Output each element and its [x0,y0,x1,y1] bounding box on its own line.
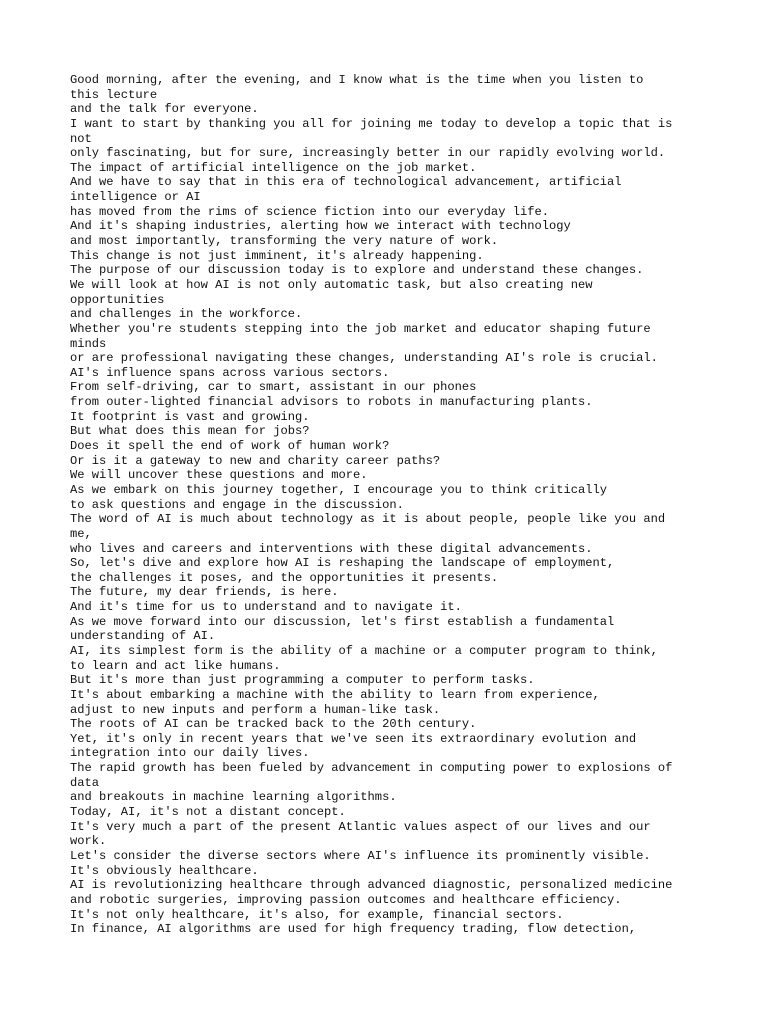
transcript-line: It's obviously healthcare. [70,863,259,878]
transcript-line: me, [70,526,92,541]
transcript-line: data [70,775,100,790]
transcript-line: The roots of AI can be tracked back to the 20th century. [70,717,477,732]
transcript-line: Does it spell the end of work of human work? [70,439,390,454]
transcript-line: And it's shaping industries, alerting how we interact with technology [70,219,571,234]
transcript-line: It footprint is vast and growing. [70,409,310,424]
transcript-line: this lecture [70,87,158,102]
transcript-line: from outer-lighted financial advisors to robots in manufacturing plants. [70,395,593,410]
transcript-line: The purpose of our discussion today is to explore and understand these changes. [70,263,644,278]
transcript-line: minds [70,336,107,351]
transcript-line: Let's consider the diverse sectors where AI's influence its prominently visible. [70,848,651,863]
transcript-line: opportunities [70,292,165,307]
transcript-line: We will look at how AI is not only automatic task, but also creating new [70,277,593,292]
transcript-line: And it's time for us to understand and to navigate it. [70,600,462,615]
transcript-line: The rapid growth has been fueled by advancement in computing power to explosions of [70,761,673,776]
transcript-line: This change is not just imminent, it's already happening. [70,248,484,263]
transcript-line: AI's influence spans across various sectors. [70,365,390,380]
transcript-line: and the talk for everyone. [70,102,259,117]
transcript-line: integration into our daily lives. [70,746,310,761]
transcript-line: Good morning, after the evening, and I know what is the time when you listen to [70,73,644,87]
transcript-line: Or is it a gateway to new and charity career paths? [70,453,441,468]
transcript-line: to ask questions and engage in the discussion. [70,497,404,512]
transcript-page [70,73,710,937]
transcript-line: As we embark on this journey together, I encourage you to think critically [70,482,608,497]
transcript-line: intelligence or AI [70,190,201,205]
transcript-line: has moved from the rims of science fiction into our everyday life. [70,204,549,219]
transcript-line: From self-driving, car to smart, assistant in our phones [70,380,477,395]
transcript-line: and challenges in the workforce. [70,307,303,322]
transcript-line: and most importantly, transforming the very nature of work. [70,234,499,249]
transcript-line: who lives and careers and interventions with these digital advancements. [70,541,593,556]
transcript-line: and breakouts in machine learning algorithms. [70,790,397,805]
transcript-line: But it's more than just programming a computer to perform tasks. [70,673,535,688]
transcript-line: and robotic surgeries, improving passion outcomes and healthcare efficiency. [70,892,622,907]
transcript-line: Whether you're students stepping into the job market and educator shaping future [70,321,651,336]
transcript-line: work. [70,834,107,849]
transcript-line: the challenges it poses, and the opportunities it presents. [70,570,499,585]
transcript-line: not [70,131,92,146]
transcript-line: The future, my dear friends, is here. [70,585,339,600]
transcript-line: The word of AI is much about technology as it is about people, people like you and [70,512,666,527]
transcript-line: As we move forward into our discussion, let's first establish a fundamental [70,614,615,629]
transcript-line: to learn and act like humans. [70,658,281,673]
transcript-line: or are professional navigating these changes, understanding AI's role is crucial. [70,351,658,366]
transcript-line: The impact of artificial intelligence on the job market. [70,160,477,175]
transcript-line: It's not only healthcare, it's also, for example, financial sectors. [70,907,564,922]
transcript-line: In finance, AI algorithms are used for high frequency trading, flow detection, [70,922,637,937]
transcript-line: adjust to new inputs and perform a human-like task. [70,702,441,717]
transcript-line: AI, its simplest form is the ability of a machine or a computer program to think, [70,643,658,658]
transcript-line: And we have to say that in this era of technological advancement, artificial [70,175,622,190]
transcript-line: It's about embarking a machine with the ability to learn from experience, [70,687,600,702]
transcript-line: So, let's dive and explore how AI is reshaping the landscape of employment, [70,556,615,571]
transcript-line: Today, AI, it's not a distant concept. [70,805,346,820]
transcript-line: AI is revolutionizing healthcare through advanced diagnostic, personalized medicine [70,878,673,893]
transcript-line: only fascinating, but for sure, increasingly better in our rapidly evolving world. [70,146,666,161]
transcript-line: I want to start by thanking you all for joining me today to develop a topic that is [70,116,673,131]
transcript-line: We will uncover these questions and more. [70,468,368,483]
transcript-line: Yet, it's only in recent years that we've seen its extraordinary evolution and [70,731,637,746]
transcript-line: understanding of AI. [70,629,216,644]
transcript-line: But what does this mean for jobs? [70,424,310,439]
transcript-line: It's very much a part of the present Atlantic values aspect of our lives and our [70,819,651,834]
